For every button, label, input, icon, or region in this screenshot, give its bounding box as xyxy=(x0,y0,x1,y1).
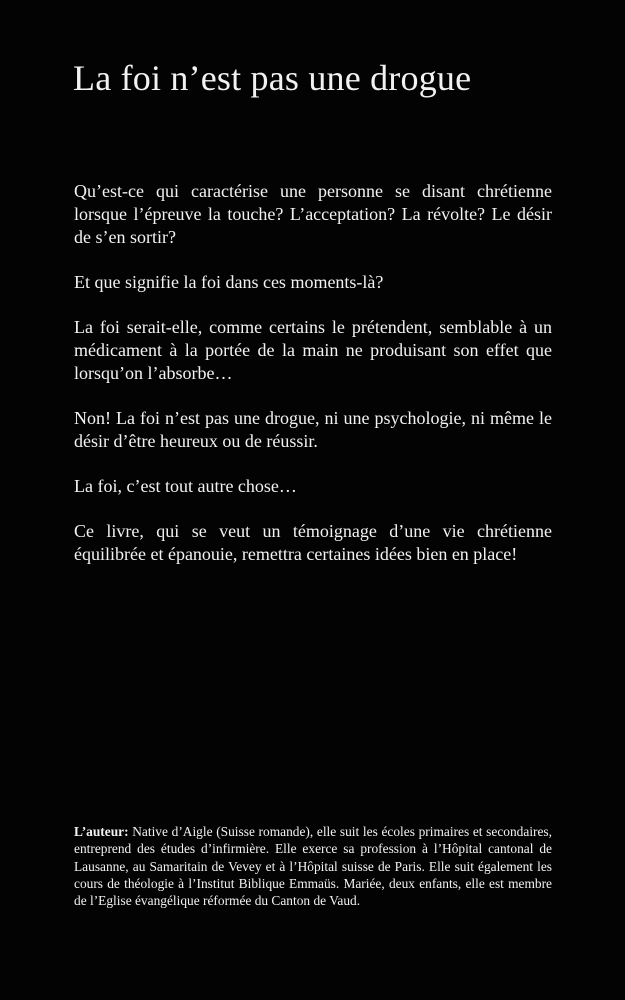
book-title: La foi n’est pas une drogue xyxy=(73,58,472,98)
blurb-paragraph: Et que signifie la foi dans ces moments-là? xyxy=(74,272,384,292)
blurb-paragraph: La foi, c’est tout autre chose… xyxy=(74,476,297,496)
blurb-paragraph: La foi serait-elle, comme certains le prétendent, semblable à un médicament à la portée de la main ne produisant son effet que lorsqu’on l’absorbe… xyxy=(74,317,552,383)
blurb-paragraph: Non! La foi n’est pas une drogue, ni une psychologie, ni même le désir d’être heureux ou de réussir. xyxy=(74,408,552,451)
blurb-paragraph: Qu’est-ce qui caractérise une personne se disant chrétienne lorsque l’épreuve la touche? L’acceptation? La révolte? Le désir de s’en sortir? xyxy=(74,181,552,247)
blurb-paragraph: Ce livre, qui se veut un témoignage d’une vie chrétienne équilibrée et épanouie, remettra certaines idées bien en place! xyxy=(74,521,552,564)
author-label: L’auteur: xyxy=(74,824,129,839)
author-bio-text: Native d’Aigle (Suisse romande), elle suit les écoles primaires et secondaires, entreprend des études d’infirmière. Elle exerce sa profession à l’Hôpital cantonal de Lausanne, au Samaritain de Vevey et à l’Hôpital suisse de Paris. Elle suit également les cours de théologie à l’Institut Biblique Emmaüs. Mariée, deux enfants, elle est membre de l’Eglise évangélique réformée du Canton de Vaud. xyxy=(74,824,552,909)
author-bio xyxy=(74,823,552,909)
blurb xyxy=(74,180,552,588)
